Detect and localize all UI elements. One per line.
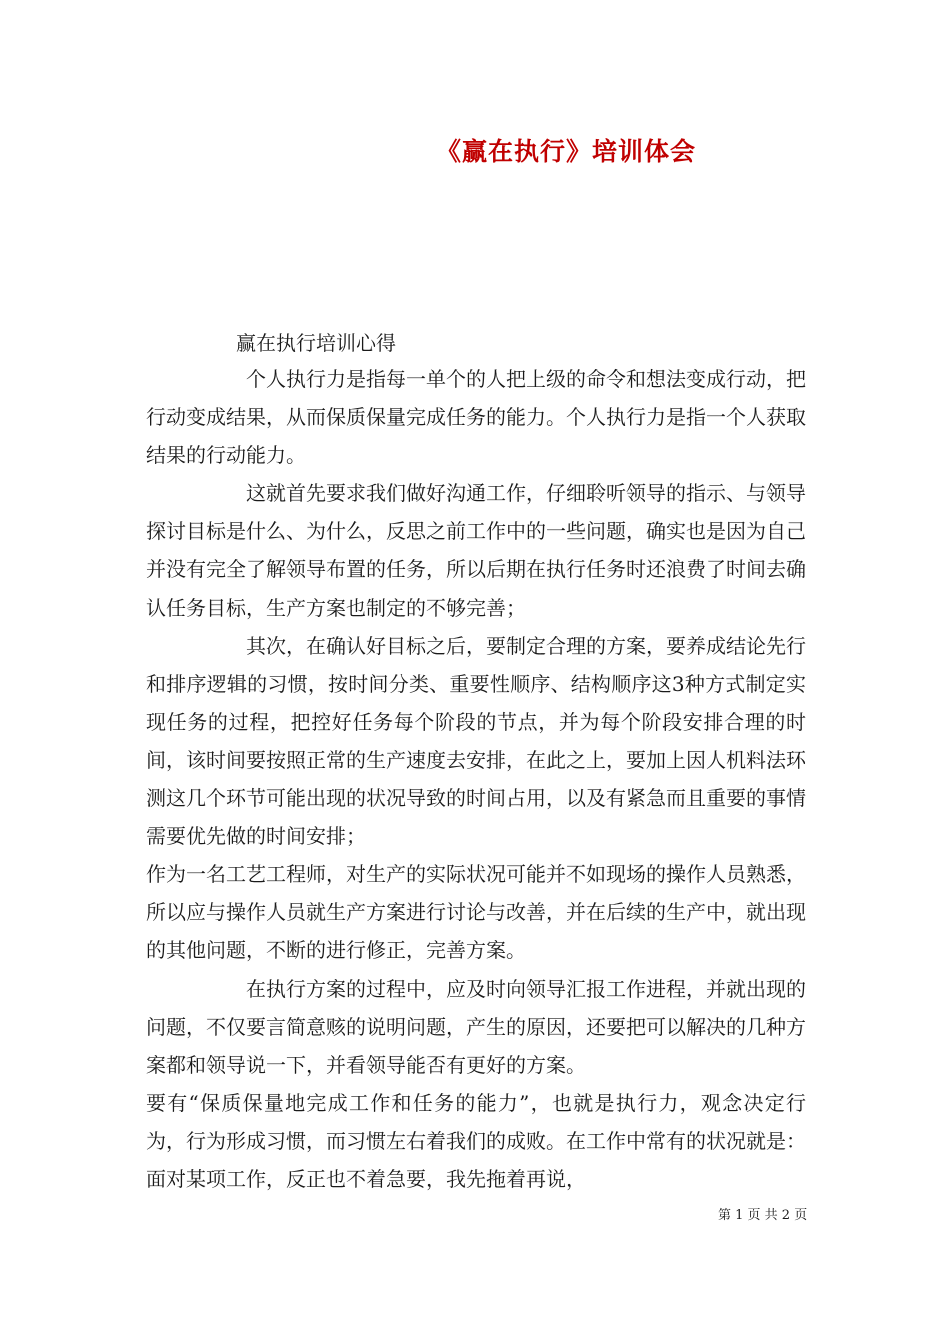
paragraph: 个人执行力是指每一单个的人把上级的命令和想法变成行动，把行动变成结果，从而保质保量完成任务的能力。个人执行力是指一个人获取结果的行动能力。 xyxy=(146,367,806,468)
paragraph: 要有“保质保量地完成工作和任务的能力”，也就是执行力，观念决定行为，行为形成习惯，而习惯左右着我们的成败。在工作中常有的状况就是：面对某项工作，反正也不着急要，我先拖着再说， xyxy=(146,1090,806,1191)
paragraph: 这就首先要求我们做好沟通工作，仔细聆听领导的指示、与领导探讨目标是什么、为什么，反思之前工作中的一些问题，确实也是因为自己并没有完全了解领导布置的任务，所以后期在执行任务时还浪费了时间去确认任务目标，生产方案也制定的不够完善； xyxy=(146,481,806,620)
document-title: 《赢在执行》培训体会 xyxy=(436,137,697,166)
paragraph: 其次，在确认好目标之后，要制定合理的方案，要养成结论先行和排序逻辑的习惯，按时间分类、重要性顺序、结构顺序这3种方式制定实现任务的过程，把控好任务每个阶段的节点，并为每个阶段安排合理的时间，该时间要按照正常的生产速度去安排，在此之上，要加上因人机料法环测这几个环节可能出现的状况导致的时间占用，以及有紧急而且重要的事情需要优先做的时间安排； xyxy=(146,633,806,849)
document-body xyxy=(146,360,806,1198)
document-subtitle: 赢在执行培训心得 xyxy=(236,331,396,355)
page-number: 第 1 页 共 2 页 xyxy=(718,1208,808,1223)
paragraph: 作为一名工艺工程师，对生产的实际状况可能并不如现场的操作人员熟悉，所以应与操作人员就生产方案进行讨论与改善，并在后续的生产中，就出现的其他问题，不断的进行修正，完善方案。 xyxy=(146,862,806,963)
paragraph: 在执行方案的过程中，应及时向领导汇报工作进程，并就出现的问题，不仅要言简意赅的说明问题，产生的原因，还要把可以解决的几种方案都和领导说一下，并看领导能否有更好的方案。 xyxy=(146,976,806,1077)
